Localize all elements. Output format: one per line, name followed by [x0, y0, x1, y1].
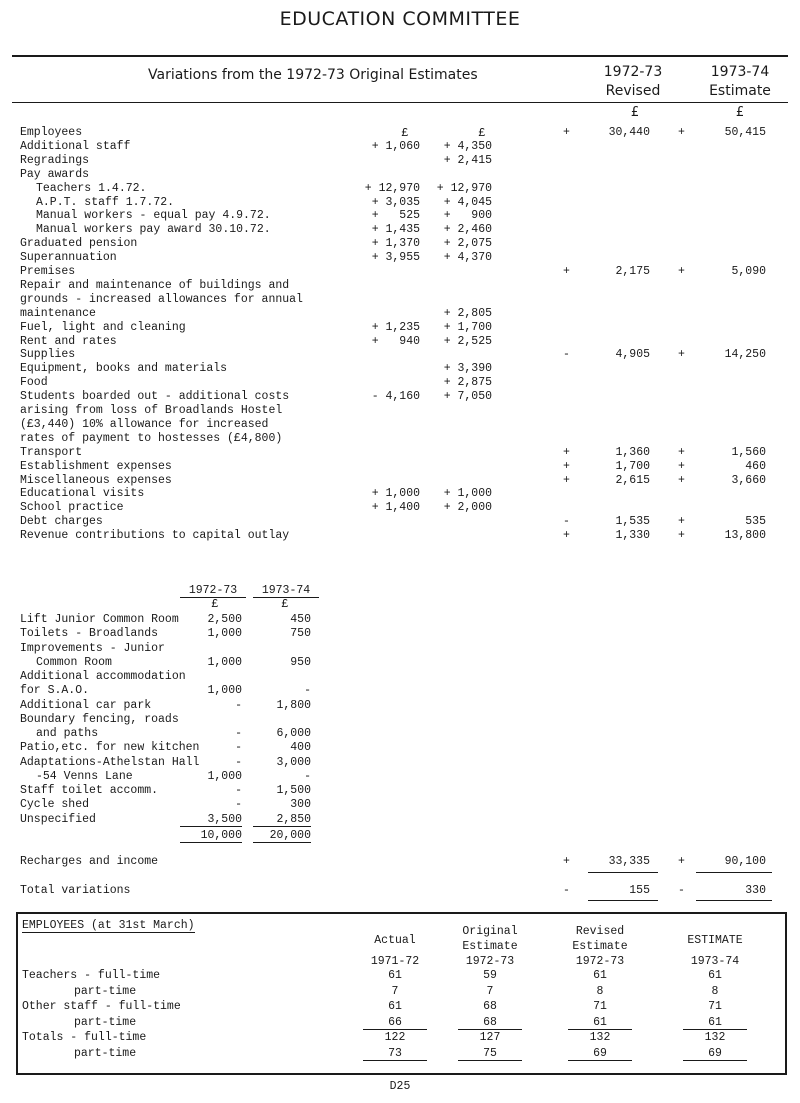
capital-row-label: Improvements - Junior	[20, 641, 165, 655]
section-subtitle: Variations from the 1972-73 Original Estimates	[148, 67, 478, 83]
capital-val-1972: 1,000	[207, 684, 242, 698]
variation-row-label: Additional staff	[20, 139, 131, 153]
employees-year: 1973-74	[690, 955, 740, 968]
capital-cur-2: £	[281, 598, 289, 611]
capital-row-label: Adaptations-Athelstan Hall	[20, 755, 200, 769]
variation-revised: 1,330	[615, 529, 650, 543]
capital-val-1972: 3,500	[180, 813, 242, 827]
capital-val-1972: -	[235, 755, 242, 769]
total-sign-revised: -	[563, 884, 570, 897]
capital-row-label: and paths	[36, 727, 99, 740]
variation-col-b: + 12,970	[436, 181, 492, 195]
variation-sign-estimate: +	[678, 348, 685, 362]
variation-row-label: Fuel, light and cleaning	[20, 320, 186, 334]
capital-row-label: Common Room	[36, 655, 112, 669]
currency-revised: £	[630, 105, 640, 120]
variation-estimate: 13,800	[724, 529, 766, 543]
variation-estimate: 1,560	[731, 445, 766, 459]
capital-val-1973: 300	[290, 798, 311, 812]
variation-sign-estimate: +	[678, 473, 685, 487]
capital-val-1972: 1,000	[207, 769, 242, 783]
capital-val-1973: 6,000	[276, 727, 311, 740]
variation-row-label: Teachers 1.4.72.	[36, 181, 147, 195]
variation-col-b: + 2,875	[443, 376, 492, 390]
employees-cell: 132	[589, 1031, 611, 1044]
variation-col-b: + 2,805	[443, 306, 492, 320]
capital-val-1973: -	[304, 769, 311, 783]
title-rule	[12, 55, 788, 57]
capital-row-label: for S.A.O.	[20, 684, 90, 698]
employees-cell: 61	[388, 969, 402, 982]
col-estimate-label: Estimate	[709, 83, 771, 99]
employees-cell: 61	[593, 969, 607, 982]
employees-row-label: Teachers - full-time	[22, 969, 161, 982]
variation-col-a: + 940	[371, 334, 420, 348]
employees-cell: 132	[704, 1031, 726, 1044]
capital-val-1972: 1,000	[207, 627, 242, 641]
variation-sign-revised: -	[563, 348, 570, 362]
employees-cell: 75	[458, 1047, 522, 1061]
variation-sign-revised: +	[563, 529, 570, 543]
variation-col-b: + 2,075	[443, 237, 492, 251]
recharges-sign-estimate: +	[678, 855, 685, 868]
variation-row-label: Premises	[20, 265, 76, 278]
rule-revised-bottom	[588, 900, 658, 901]
variation-col-b: + 4,370	[443, 251, 492, 265]
variation-sign-estimate: +	[678, 529, 685, 543]
variation-row-label: Establishment expenses	[20, 459, 172, 473]
rule-revised-top	[588, 872, 658, 873]
variation-revised: 2,615	[615, 473, 650, 487]
variation-row-label: Debt charges	[20, 515, 103, 529]
capital-row-label: Staff toilet accomm.	[20, 784, 159, 797]
employees-cell: 7	[391, 984, 399, 998]
variation-revised: 1,360	[615, 445, 650, 459]
capital-row-label: Patio,etc. for new kitchen	[20, 741, 200, 755]
capital-val-1972: -	[235, 784, 242, 797]
recharges-label: Recharges and income	[20, 855, 159, 868]
total-estimate: 330	[745, 884, 766, 897]
variation-row-label: grounds - increased allowances for annual	[20, 292, 303, 306]
capital-val-1973: 750	[290, 627, 311, 641]
employees-head-actual: Actual	[374, 934, 416, 947]
variation-row-label: Superannuation	[20, 251, 117, 265]
variation-row-label: Equipment, books and materials	[20, 362, 228, 376]
capital-row-label: Additional car park	[20, 698, 152, 712]
capital-total-1972: 10,000	[180, 829, 242, 843]
variation-col-a: - 4,160	[371, 390, 420, 404]
capital-val-1973: 400	[290, 741, 311, 755]
variation-row-label: Revenue contributions to capital outlay	[20, 529, 290, 543]
variation-row-label: Graduated pension	[20, 237, 138, 251]
employees-cell: 61	[683, 1016, 747, 1030]
page-number: D25	[389, 1080, 411, 1093]
col-revised-label: Revised	[605, 83, 661, 99]
variation-sign-estimate: +	[678, 515, 685, 529]
capital-val-1972: -	[235, 798, 242, 812]
variation-sign-revised: -	[563, 515, 570, 529]
capital-val-1973: 950	[290, 655, 311, 669]
variation-row-label: A.P.T. staff 1.7.72.	[36, 195, 175, 209]
header-rule	[12, 102, 788, 103]
variation-col-b: + 3,390	[443, 362, 492, 376]
rule-estimate-bottom	[696, 900, 772, 901]
variation-estimate: 50,415	[724, 126, 766, 139]
employees-cell: 73	[363, 1047, 427, 1061]
employees-year: 1971-72	[370, 955, 420, 968]
capital-row-label: Additional accommodation	[20, 670, 186, 683]
variation-col-b: + 900	[443, 209, 492, 223]
variation-col-b: + 1,000	[443, 487, 492, 501]
col-revised-year: 1972-73	[603, 64, 663, 80]
variation-estimate: 14,250	[724, 348, 766, 362]
capital-head-1973: 1973-74	[253, 584, 319, 598]
variation-row-label: Transport	[20, 445, 83, 459]
variation-col-a: + 1,235	[371, 320, 420, 334]
variation-row-label: maintenance	[20, 306, 96, 320]
employees-year: 1972-73	[575, 955, 625, 968]
variation-row-label: Repair and maintenance of buildings and	[20, 278, 290, 292]
capital-val-1973: 2,850	[253, 813, 311, 827]
variation-revised: 2,175	[615, 265, 650, 278]
variation-row-label: Educational visits	[20, 487, 145, 501]
employees-cell: 71	[708, 1000, 722, 1013]
variation-row-label: Regradings	[20, 153, 90, 167]
employees-cell: 122	[384, 1031, 406, 1044]
variation-row-label: Manual workers - equal pay 4.9.72.	[36, 209, 271, 223]
page-title: EDUCATION COMMITTEE	[279, 8, 521, 30]
employees-head-revised: Revised Estimate	[572, 925, 628, 953]
rule-estimate-top	[696, 872, 772, 873]
capital-row-label: Boundary fencing, roads	[20, 712, 179, 726]
employees-row-label: Totals - full-time	[22, 1031, 147, 1044]
currency-estimate: £	[735, 105, 745, 120]
variation-col-b: + 7,050	[443, 390, 492, 404]
variation-col-a: + 1,060	[371, 139, 420, 153]
capital-row-label: -54 Venns Lane	[36, 769, 133, 783]
variation-row-label: Supplies	[20, 348, 76, 362]
variation-col-b: + 1,700	[443, 320, 492, 334]
variation-sign-estimate: +	[678, 126, 685, 139]
employees-cell: 61	[708, 969, 722, 982]
capital-val-1973: -	[304, 684, 311, 698]
variation-col-b: + 4,045	[443, 195, 492, 209]
capital-val-1973: 450	[290, 613, 311, 626]
variation-row-label: arising from loss of Broadlands Hostel	[20, 404, 283, 417]
employees-cell: 8	[596, 984, 604, 998]
capital-total-1973: 20,000	[253, 829, 311, 843]
variation-row-label: Students boarded out - additional costs	[20, 390, 290, 404]
variation-col-a: + 3,955	[371, 251, 420, 265]
variation-revised: 30,440	[608, 126, 650, 139]
employees-cell: 71	[593, 1000, 607, 1013]
variation-sign-revised: +	[563, 265, 570, 278]
variation-col-a: + 1,000	[371, 487, 420, 501]
capital-row-label: Toilets - Broadlands	[20, 627, 159, 641]
variation-row-label: Miscellaneous expenses	[20, 473, 172, 487]
col-estimate-year: 1973-74	[710, 64, 770, 80]
variation-col-a: + 525	[371, 209, 420, 223]
variation-col-a: + 1,435	[371, 223, 420, 237]
capital-row-label: Cycle shed	[20, 798, 90, 812]
variation-row-label: Manual workers pay award 30.10.72.	[36, 223, 271, 237]
variation-col-b: + 2,460	[443, 223, 492, 237]
capital-val-1972: -	[235, 698, 242, 712]
total-label: Total variations	[20, 884, 131, 897]
variation-estimate: 460	[745, 459, 766, 473]
variation-row-label: Rent and rates	[20, 334, 117, 348]
employees-year: 1972-73	[465, 955, 515, 968]
variation-row-label: Pay awards	[20, 167, 90, 181]
currency-col-a: £	[401, 127, 409, 140]
employees-cell: 68	[483, 1000, 497, 1013]
employees-cell: 69	[568, 1047, 632, 1061]
employees-cell: 127	[479, 1031, 501, 1044]
variation-sign-revised: +	[563, 459, 570, 473]
variation-row-label: rates of payment to hostesses (£4,800)	[20, 431, 283, 445]
variation-estimate: 535	[745, 515, 766, 529]
variation-revised: 1,535	[615, 515, 650, 529]
variation-col-b: + 2,525	[443, 334, 492, 348]
employees-row-label: part-time	[74, 1015, 137, 1029]
employees-row-label: Other staff - full-time	[22, 1000, 181, 1013]
variation-sign-estimate: +	[678, 265, 685, 278]
employees-cell: 61	[568, 1016, 632, 1030]
employees-title: EMPLOYEES (at 31st March)	[22, 919, 195, 932]
capital-val-1972: 2,500	[207, 613, 242, 626]
total-revised: 155	[629, 884, 650, 897]
capital-cur-1: £	[211, 598, 219, 611]
variation-sign-estimate: +	[678, 459, 685, 473]
variation-col-a: + 12,970	[364, 181, 420, 195]
employees-cell: 68	[458, 1016, 522, 1030]
employees-head-estimate: ESTIMATE	[687, 934, 743, 947]
capital-row-label: Lift Junior Common Room	[20, 613, 179, 626]
variation-estimate: 3,660	[731, 473, 766, 487]
total-sign-estimate: -	[678, 884, 685, 897]
employees-cell: 69	[683, 1047, 747, 1061]
variation-sign-revised: +	[563, 445, 570, 459]
employees-row-label: part-time	[74, 984, 137, 998]
recharges-estimate: 90,100	[724, 855, 766, 868]
variation-col-b: + 2,000	[443, 501, 492, 515]
variation-row-label: Food	[20, 376, 48, 390]
variation-revised: 1,700	[615, 459, 650, 473]
variation-col-a: + 1,400	[371, 501, 420, 515]
variation-estimate: 5,090	[731, 265, 766, 278]
recharges-revised: 33,335	[608, 855, 650, 868]
capital-val-1972: -	[235, 741, 242, 755]
capital-val-1973: 1,800	[276, 698, 311, 712]
variation-revised: 4,905	[615, 348, 650, 362]
variation-row-label: Employees	[20, 126, 83, 139]
employees-row-label: part-time	[74, 1046, 137, 1060]
variation-sign-estimate: +	[678, 445, 685, 459]
variation-row-label: School practice	[20, 501, 124, 515]
employees-cell: 66	[363, 1016, 427, 1030]
employees-cell: 8	[711, 984, 719, 998]
variation-col-b: + 4,350	[443, 139, 492, 153]
capital-row-label: Unspecified	[20, 812, 96, 826]
capital-head-1972: 1972-73	[180, 584, 246, 598]
employees-cell: 59	[483, 969, 497, 982]
capital-val-1973: 1,500	[276, 784, 311, 797]
variation-col-b: + 2,415	[443, 153, 492, 167]
variation-sign-revised: +	[563, 126, 570, 139]
capital-val-1972: -	[235, 727, 242, 740]
currency-col-b: £	[478, 127, 486, 140]
employees-cell: 7	[486, 984, 494, 998]
variation-row-label: (£3,440) 10% allowance for increased	[20, 417, 269, 431]
employees-head-original: Original Estimate	[462, 925, 518, 953]
capital-val-1972: 1,000	[207, 655, 242, 669]
variation-sign-revised: +	[563, 473, 570, 487]
variation-col-a: + 3,035	[371, 195, 420, 209]
recharges-sign-revised: +	[563, 855, 570, 868]
employees-cell: 61	[388, 1000, 402, 1013]
variation-col-a: + 1,370	[371, 237, 420, 251]
capital-val-1973: 3,000	[276, 755, 311, 769]
